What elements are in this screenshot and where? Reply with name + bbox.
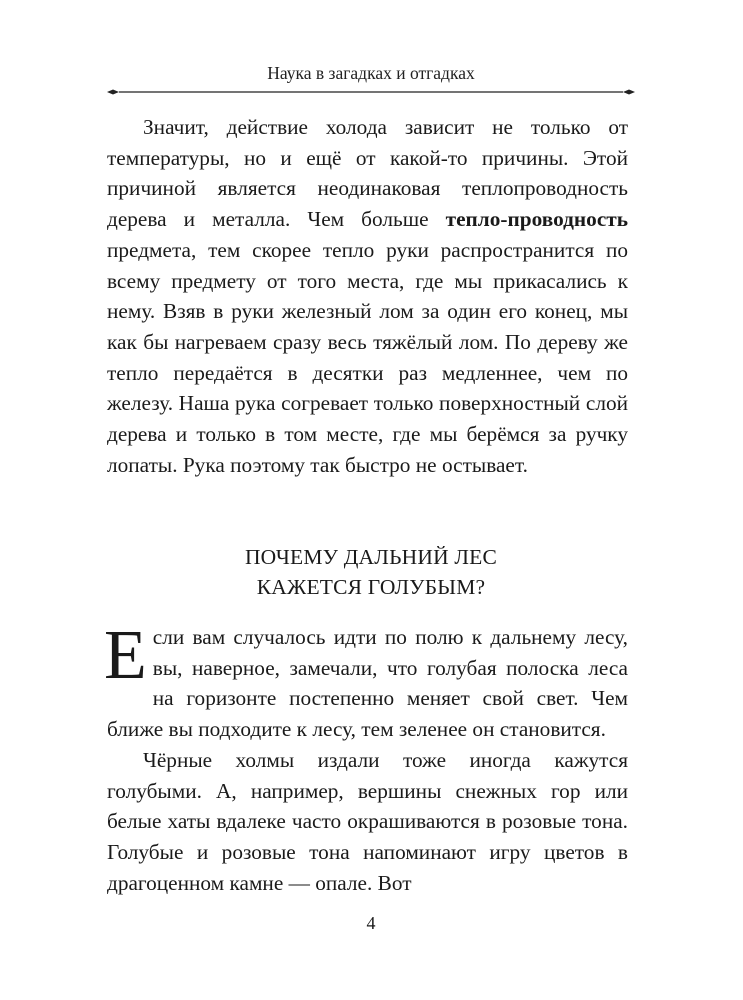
bold-term [446,207,628,231]
drop-cap-letter: Е [104,617,147,694]
paragraph-text-end: предмета, тем скорее тепло руки распространится по всему предмету от того места, где мы прикасались к нему. Взяв в руки железный лом за один его конец, мы как бы нагреваем сразу весь тяжёлый лом. По дереву же тепло передаётся в десятки раз медленнее, чем по железу. Наша рука согревает только поверхностный слой дерева и только в том месте, где мы берёмся за ручку лопаты. Рука поэтому так быстро не остывает. [107,237,628,477]
paragraph-black-hills: Чёрные холмы издали тоже иногда кажутся голубыми. А, например, вершины снежных гор или белые хаты вдалеке часто окрашиваются в розовые тона. Голубые и розовые тона напоминают игру цветов в драгоценном камне — опале. Вот [107,747,628,895]
header-ornamental-rule [107,88,635,96]
ornament-line-icon [107,88,635,96]
paragraph-text-start: Значит, действие холода зависит не только от температуры, но и ещё от какой-то причины. Этой причиной является неодинаковая теплопроводность дерева и металла. Чем больше [107,115,628,232]
page-number: 4 [366,913,376,933]
paragraph-1-text: сли вам случалось идти по полю к дальнему лесу, вы, наверное, замечали, что голубая полоска леса на горизонте постепенно меняет свой свет. Чем ближе вы подходите к лесу, тем зеленее он становится. [107,625,628,742]
body-text-section-1 [107,112,628,480]
body-text-section-2 [104,617,628,898]
running-title: Наука в загадках и отгадках [267,63,475,83]
heading-line-1: ПОЧЕМУ ДАЛЬНИЙ ЛЕС [244,545,498,569]
heading-line-2: КАЖЕТСЯ ГОЛУБЫМ? [256,575,486,599]
bold-term-part-2: проводность [507,207,628,232]
paragraph-thermal-conductivity [107,112,628,480]
paragraph-distant-forest [104,617,628,745]
chapter-heading [107,542,635,602]
bold-term-part-1: тепло- [445,207,508,232]
